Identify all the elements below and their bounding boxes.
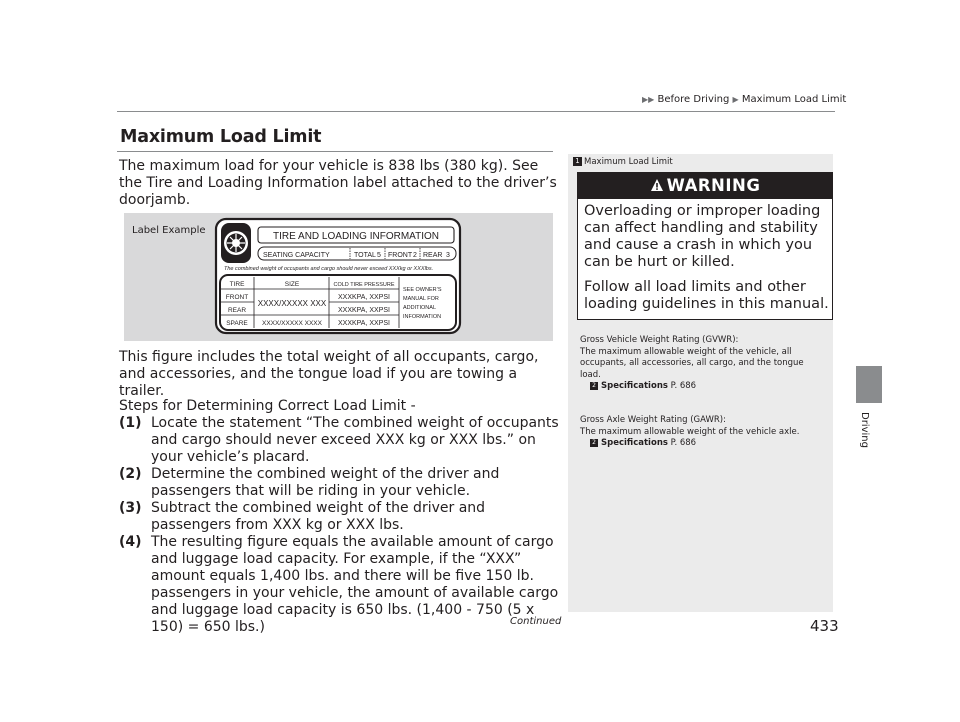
breadcrumb-arrow-icon: ▶▶ (642, 95, 655, 104)
col-size: SIZE (284, 281, 300, 288)
gawr-note (580, 415, 825, 450)
seating-capacity-label: SEATING CAPACITY (263, 252, 330, 259)
step-text: Locate the statement “The combined weight of occupants and cargo should never exceed XXX kg or XXX lbs.” on your vehicle’s placard. (151, 415, 559, 465)
step-text: Subtract the combined weight of the driver and passengers from XXX kg or XXX lbs. (151, 500, 486, 533)
gvwr-reference[interactable] (580, 381, 825, 393)
reference-link[interactable]: Specifications (601, 438, 668, 448)
tire-icon (221, 223, 251, 263)
rear-value: 3 (446, 252, 450, 259)
total-label: TOTAL (354, 252, 376, 259)
note-marker-icon: 1 (573, 157, 582, 166)
label-heading: TIRE AND LOADING INFORMATION (273, 231, 439, 242)
col-tire: TIRE (229, 281, 245, 288)
gvwr-text: The maximum allowable weight of the vehicle, all occupants, all accessories, all cargo, and the tongue load. (580, 346, 804, 380)
steps-heading: Steps for Determining Correct Load Limit - (119, 398, 416, 414)
row-rear: REAR (227, 307, 247, 314)
see-manual-line: ADDITIONAL (403, 305, 437, 311)
section-tab-label: Driving (859, 412, 870, 448)
breadcrumb-item[interactable]: Maximum Load Limit (741, 94, 847, 105)
front-label: FRONT (388, 252, 413, 259)
list-item (119, 500, 559, 534)
list-item (119, 534, 562, 636)
list-item (119, 466, 559, 500)
warning-paragraph: Overloading or improper loading can affect handling and stability and cause a crash in which you can be hurt or killed. (584, 203, 821, 270)
combined-weight-note: The combined weight of occupants and cargo should never exceed XXXkg or XXXlbs. (224, 266, 434, 272)
list-item (119, 415, 559, 466)
page-number: 433 (810, 617, 839, 635)
figure-note-paragraph: This figure includes the total weight of all occupants, cargo, and accessories, and the tongue load if you are towing a trailer. (119, 349, 539, 399)
reference-arrow-icon: 2 (590, 382, 598, 390)
intro-paragraph: The maximum load for your vehicle is 838 lbs (380 kg). See the Tire and Loading Information label attached to the driver’s doorjamb. (119, 158, 557, 208)
see-manual-line: INFORMATION (403, 314, 442, 320)
continued-note: Continued (510, 616, 562, 627)
total-value: 5 (377, 252, 381, 259)
gvwr-title: Gross Vehicle Weight Rating (GVWR): (580, 335, 739, 345)
warning-icon (650, 178, 664, 192)
breadcrumb-item[interactable]: Before Driving (657, 94, 730, 105)
step-number: (3) (119, 500, 142, 516)
steps-list (119, 415, 562, 636)
gawr-reference[interactable] (580, 438, 825, 450)
reference-arrow-icon: 2 (590, 439, 598, 447)
warning-paragraph: Follow all load limits and other loading guidelines in this manual. (584, 279, 829, 312)
reference-page: P. 686 (670, 438, 697, 448)
reference-page: P. 686 (670, 381, 697, 391)
tire-loading-label-image (214, 217, 462, 335)
sidebar-heading (573, 157, 673, 167)
step-text: The resulting figure equals the available amount of cargo and luggage load capacity. For example, if the “XXX” amount equals 1,400 lbs. and there will be five 150 lb. passengers in your vehicle, the amount of available cargo and luggage load capacity is 650 lbs. (1,400 - 750 (5 x 150) = 650 lbs.) (151, 534, 559, 635)
col-pressure: COLD TIRE PRESSURE (333, 282, 395, 288)
header-divider (117, 111, 835, 112)
row-front: FRONT (225, 294, 249, 301)
page-title: Maximum Load Limit (120, 127, 322, 147)
step-number: (4) (119, 534, 142, 550)
front-value: 2 (413, 252, 417, 259)
step-text: Determine the combined weight of the driver and passengers that will be riding in your vehicle. (151, 466, 500, 499)
see-manual-line: SEE OWNER’S (403, 287, 442, 293)
pressure-front: XXXKPA, XXPSI (337, 294, 391, 301)
breadcrumb-arrow-icon: ▶ (732, 95, 739, 104)
step-number: (2) (119, 466, 142, 482)
pressure-rear: XXXKPA, XXPSI (337, 307, 391, 314)
warning-header (578, 173, 832, 199)
rear-label: REAR (423, 252, 443, 259)
step-number: (1) (119, 415, 142, 431)
gawr-text: The maximum allowable weight of the vehicle axle. (580, 426, 800, 437)
size-front-rear: XXXX/XXXXX XXX (257, 299, 327, 308)
section-tab[interactable] (856, 366, 882, 403)
gawr-title: Gross Axle Weight Rating (GAWR): (580, 415, 726, 425)
title-divider (117, 151, 553, 152)
reference-link[interactable]: Specifications (601, 381, 668, 391)
size-spare: XXXX/XXXXX XXXX (262, 320, 322, 327)
breadcrumb (642, 94, 846, 105)
label-caption: Label Example (132, 225, 206, 236)
warning-text (584, 203, 830, 313)
sidebar-heading-text: Maximum Load Limit (584, 157, 673, 167)
row-spare: SPARE (226, 320, 248, 327)
gvwr-note (580, 335, 825, 393)
warning-title: WARNING (666, 176, 761, 195)
pressure-spare: XXXKPA, XXPSI (337, 320, 391, 327)
see-manual-line: MANUAL FOR (403, 296, 439, 302)
